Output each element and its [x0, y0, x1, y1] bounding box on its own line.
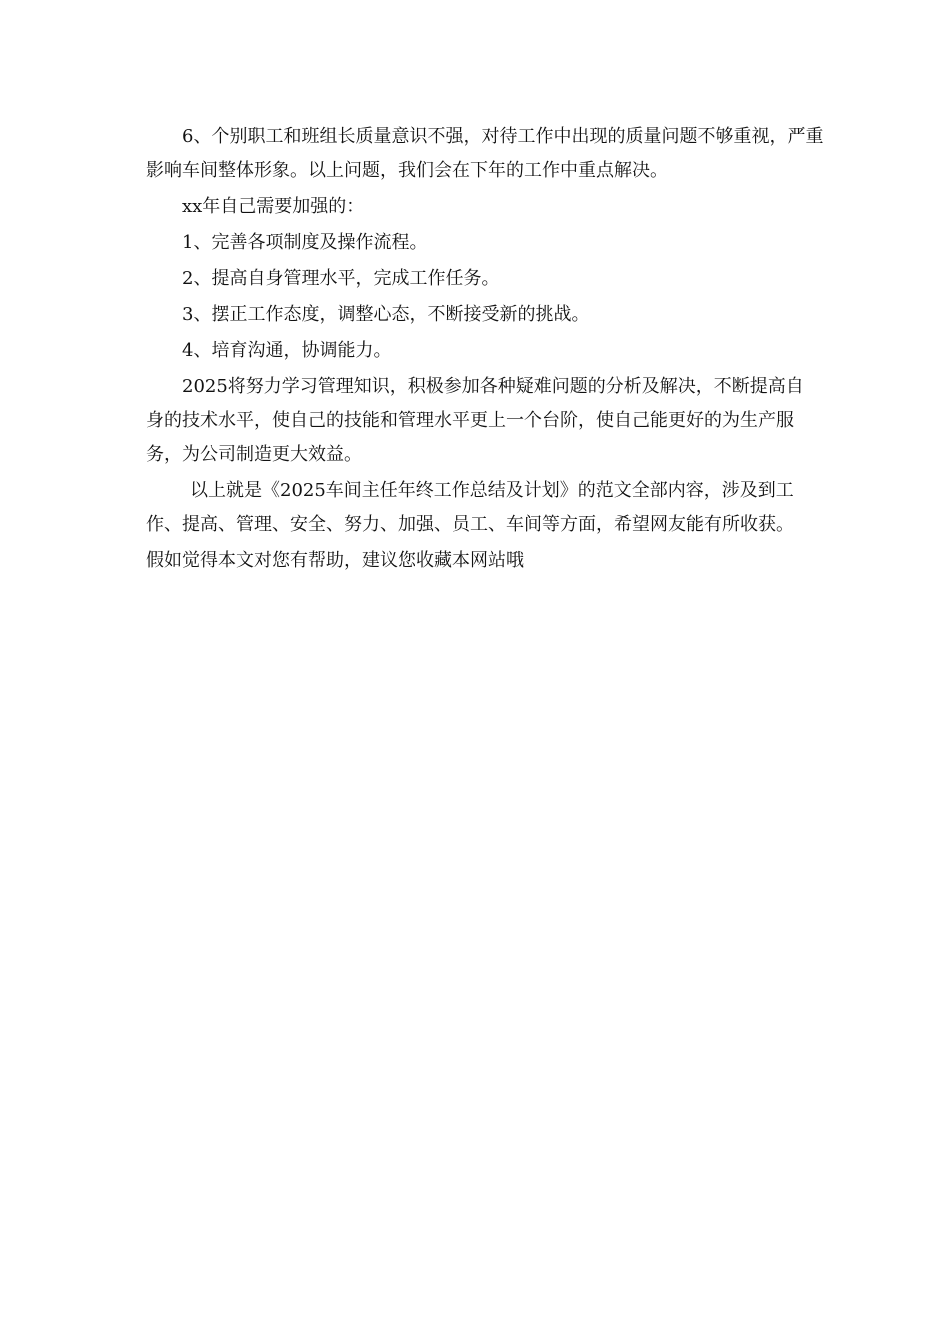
list-item-3: 3、摆正工作态度，调整心态，不断接受新的挑战。: [182, 304, 590, 325]
paragraph-quality-issue: 6、个别职工和班组长质量意识不强，对待工作中出现的质量问题不够重视，严重影响车间整体形象。以上问题，我们会在下年的工作中重点解决。: [146, 126, 824, 181]
paragraph-improvement-heading: xx年自己需要加强的：: [182, 196, 365, 217]
list-item-1: 1、完善各项制度及操作流程。: [182, 232, 428, 253]
list-item-4: 4、培育沟通，协调能力。: [182, 340, 392, 361]
paragraph-summary: 以上就是《2025车间主任年终工作总结及计划》的范文全部内容，涉及到工作、提高、管理、安全、努力、加强、员工、车间等方面，希望网友能有所收获。: [146, 480, 794, 535]
list-item-2: 2、提高自身管理水平，完成工作任务。: [182, 268, 500, 289]
paragraph-2025-plan: 2025将努力学习管理知识，积极参加各种疑难问题的分析及解决，不断提高自身的技术水平，使自己的技能和管理水平更上一个台阶，使自己能更好的为生产服务，为公司制造更大效益。: [146, 376, 804, 465]
paragraph-bookmark-note: 假如觉得本文对您有帮助，建议您收藏本网站哦: [146, 550, 524, 571]
document-body: [146, 120, 846, 580]
